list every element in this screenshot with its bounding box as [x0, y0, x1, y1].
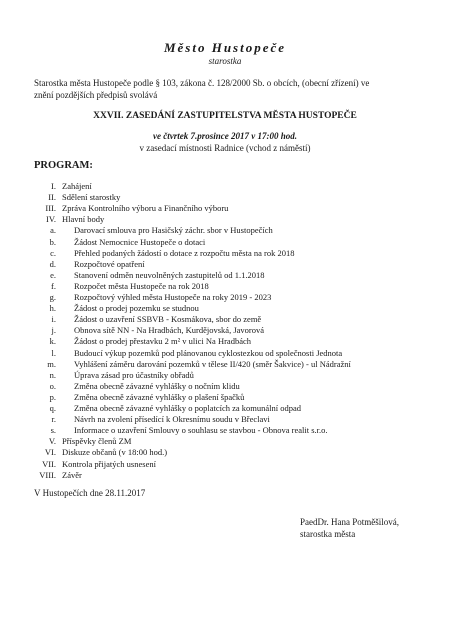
program-item-text: Obnova sítě NN - Na Hradbách, Kurdějovská, Javorová	[74, 325, 265, 336]
program-item-number: r.	[51, 414, 56, 425]
program-item-text: Žádost o uzavření SSBVB - Kosmákova, sbor do země	[74, 314, 262, 325]
program-item-number: II.	[48, 192, 56, 203]
meeting-heading: XXVII. ZASEDÁNÍ ZASTUPITELSTVA MĚSTA HUSTOPEČE	[93, 111, 357, 121]
program-item-text: Změna obecně závazné vyhlášky o plašení špačků	[74, 391, 245, 402]
program-item-text: Diskuze občanů (v 18:00 hod.)	[62, 447, 168, 458]
program-item-text: Zahájení	[62, 181, 92, 191]
program-item-text: Příspěvky členů ZM	[62, 436, 132, 447]
program-item-text: Darovací smlouva pro Hasičský záchr. sbor v Hustopečích	[74, 225, 273, 236]
program-item-text: Žádost o prodej pozemku se studnou	[74, 303, 199, 314]
program-item-text: Vyhlášení záměru darování pozemků v tělese II/420 (směr Šakvice) - ul Nádražní	[74, 358, 351, 369]
signer-name: PaedDr. Hana Potměšilová,	[300, 517, 399, 527]
program-item-text: Žádost o prodej přestavku 2 m² v ulici Na Hradbách	[74, 336, 251, 347]
program-item-text: Úprava zásad pro účastníky obřadů	[74, 369, 194, 380]
program-item-text: Změna obecně závazné vyhlášky o nočním klidu	[74, 380, 240, 391]
program-item-text: Sdělení starostky	[62, 192, 121, 203]
program-item-number: o.	[49, 380, 56, 391]
intro-line-2: znění pozdějších předpisů svolává	[34, 90, 158, 100]
program-item-text: Stanovení odměn neuvolněných zastupitelů od 1.1.2018	[74, 269, 265, 280]
program-item-text: Přehled podaných žádostí o dotace z rozpočtu města na rok 2018	[74, 247, 295, 258]
program-item-number: k.	[49, 336, 56, 347]
program-item-number: f.	[51, 280, 56, 291]
program-item-number: g.	[49, 292, 56, 302]
program-item-number: s.	[50, 425, 56, 436]
program-item-text: Závěr	[62, 469, 82, 480]
intro-line-1: Starostka města Hustopeče podle § 103, zákona č. 128/2000 Sb. o obcích, (obecní zřízení) ve	[34, 78, 370, 88]
program-item-text: Rozpočet města Hustopeče na rok 2018	[74, 280, 209, 291]
program-item-text: Rozpočtový výhled města Hustopeče na roky 2019 - 2023	[74, 292, 272, 302]
program-item-number: b.	[49, 236, 56, 247]
program-item-text: Kontrola přijatých usnesení	[62, 458, 156, 469]
program-item-text: Žádost Nemocnice Hustopeče o dotaci	[74, 236, 206, 247]
program-item-number: a.	[50, 225, 56, 236]
program-item-number: j.	[51, 325, 56, 336]
program-item-number: n.	[49, 369, 56, 380]
place-date: V Hustopečích dne 28.11.2017	[34, 488, 146, 498]
document-title: Město Hustopeče	[163, 40, 287, 55]
program-item-number: c.	[50, 247, 56, 258]
program-item-text: Hlavní body	[62, 214, 105, 225]
program-item-number: p.	[49, 391, 56, 402]
program-item-number: V.	[48, 436, 56, 447]
program-item-number: l.	[51, 347, 56, 358]
signature-block	[300, 516, 399, 540]
program-item-text: Změna obecně závazné vyhlášky o poplatcích za komunální odpad	[74, 403, 302, 413]
program-item-number: e.	[50, 269, 56, 280]
program-item-text: Rozpočtové opatření	[74, 258, 145, 269]
program-item-number: q.	[49, 403, 56, 413]
program-item-number: VII.	[42, 458, 56, 469]
program-item-number: i.	[51, 314, 56, 325]
program-item-text: Budoucí výkup pozemků pod plánovanou cyklostezkou od společnosti Jednota	[74, 347, 343, 358]
program-item-number: h.	[49, 303, 56, 314]
program-item-number: III.	[45, 203, 56, 214]
document-subtitle: starostka	[208, 56, 242, 66]
meeting-datetime: ve čtvrtek 7.prosince 2017 v 17:00 hod.	[153, 131, 297, 141]
program-item-number: d.	[49, 258, 56, 269]
program-item-number: IV.	[46, 214, 56, 225]
program-label: PROGRAM:	[34, 160, 93, 171]
program-item-number: m.	[47, 358, 56, 369]
program-item-number: I.	[51, 181, 56, 191]
program-item-number: VI.	[44, 447, 56, 458]
signer-role: starostka města	[300, 529, 356, 539]
program-item-number: VIII.	[39, 469, 56, 480]
meeting-location: v zasedací místnosti Radnice (vchod z náměstí)	[139, 143, 311, 153]
intro-text	[34, 77, 369, 101]
program-item-text: Informace o uzavření Smlouvy o souhlasu se stavbou - Obnova realit s.r.o.	[74, 425, 328, 436]
program-item-text: Zpráva Kontrolního výboru a Finančního výboru	[62, 203, 229, 214]
program-item-text: Návrh na zvolení přísedící k Okresnímu soudu v Břeclavi	[74, 414, 270, 425]
